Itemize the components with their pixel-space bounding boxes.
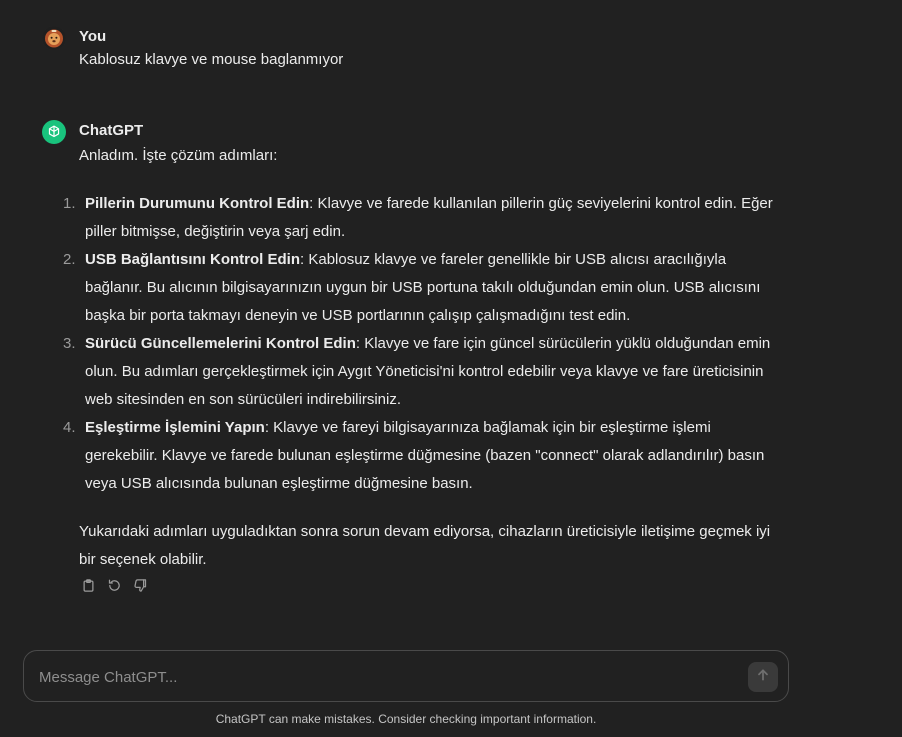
list-item: [63, 190, 779, 246]
thumbs-down-button[interactable]: [132, 580, 148, 596]
assistant-name: ChatGPT: [79, 122, 144, 139]
step-number: 3.: [63, 335, 76, 352]
step-text: : Klavye ve fare için güncel sürücülerin yüklü olduğundan emin olun. Bu adımları gerçekleştirmek için Aygıt Yöneticisi'ni kontrol edebilir veya klavye ve fare üreticisinin web sitesinden en son sürücüleri indirebilirsiniz.: [85, 335, 771, 408]
step-number: 4.: [63, 419, 76, 436]
refresh-icon: [107, 578, 122, 598]
message-actions: [80, 580, 148, 596]
step-text: : Klavye ve fareyi bilgisayarınıza bağlamak için bir eşleştirme işlemi gerekebilir. Klavye ve farede bulunan eşleştirme düğmesine (bazen "connect" olarak adlandırılır) basın veya USB alıcısında bulunan eşleştirme düğmesine basın.: [85, 419, 765, 492]
assistant-intro: Anladım. İşte çözüm adımları:: [79, 147, 278, 164]
step-text: : Klavye ve farede kullanılan pillerin güç seviyelerini kontrol edin. Eğer piller bitmişse, değiştirin veya şarj edin.: [85, 195, 773, 240]
lion-avatar-icon: [42, 26, 66, 50]
assistant-closing: Yukarıdaki adımları uyguladıktan sonra sorun devam ediyorsa, cihazların üreticisiyle iletişime geçmek iyi bir seçenek olabilir.: [79, 523, 771, 568]
copy-button[interactable]: [80, 580, 96, 596]
user-message-text: Kablosuz klavye ve mouse baglanmıyor: [79, 51, 344, 68]
list-item: [63, 246, 779, 330]
list-item: [63, 414, 779, 498]
thumbs-down-icon: [133, 578, 148, 598]
step-text: : Kablosuz klavye ve fareler genellikle bir USB alıcısı aracılığıyla bağlanır. Bu alıcının bilgisayarınızın uygun bir USB portuna takılı olduğundan emin olun. USB alıcısını başka bir porta takmayı deneyin ve USB portlarının çalışıp çalışmadığını test edin.: [85, 251, 761, 324]
list-item: [63, 330, 779, 414]
step-number: 1.: [63, 195, 76, 212]
step-title: Sürücü Güncellemelerini Kontrol Edin: [85, 335, 356, 352]
step-number: 2.: [63, 251, 76, 268]
message-input[interactable]: [39, 651, 729, 703]
openai-logo-icon: [42, 120, 66, 144]
step-title: Pillerin Durumunu Kontrol Edin: [85, 195, 310, 212]
clipboard-icon: [81, 578, 96, 598]
send-button[interactable]: [748, 662, 778, 692]
user-name: You: [79, 28, 107, 45]
message-composer: [23, 650, 789, 702]
assistant-message-body: [63, 142, 779, 574]
step-title: USB Bağlantısını Kontrol Edin: [85, 251, 301, 268]
solution-steps-list: [63, 190, 779, 498]
step-title: Eşleştirme İşlemini Yapın: [85, 419, 265, 436]
regenerate-button[interactable]: [106, 580, 122, 596]
disclaimer-text: ChatGPT can make mistakes. Consider checking important information.: [215, 712, 597, 726]
arrow-up-icon: [755, 667, 771, 688]
